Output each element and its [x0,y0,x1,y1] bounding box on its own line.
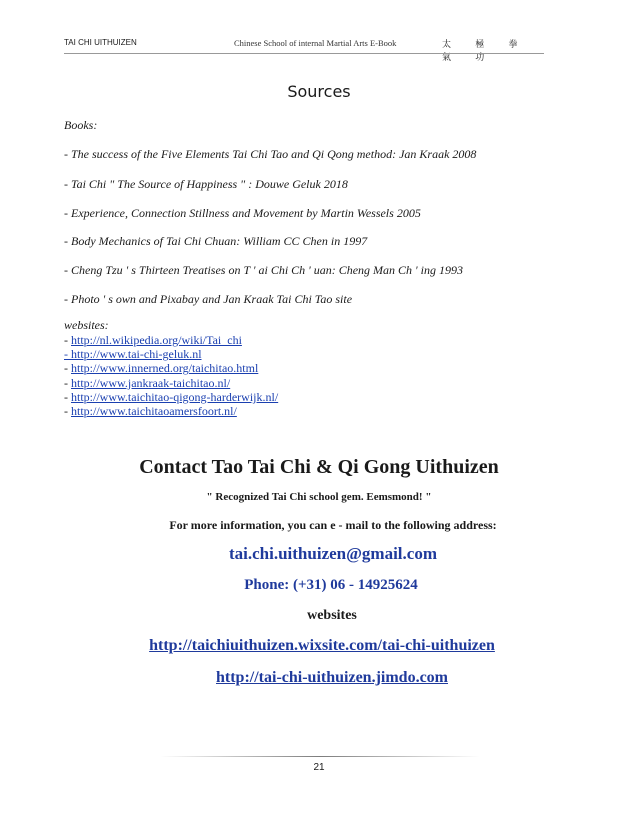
website-prefix: - [64,333,71,347]
website-row [64,361,278,375]
page-title: Sources [287,82,351,101]
website-prefix: - [64,375,71,390]
contact-email[interactable]: tai.chi.uithuizen@gmail.com [228,544,437,563]
websites-list [64,333,278,418]
website-row [64,333,278,347]
header-center-text: Chinese School of internal Martial Arts E-Book [234,38,397,48]
website-row [64,404,278,418]
header-chinese-text: 太 極 拳 氣 功 [442,39,529,62]
website-link[interactable]: http://www.taichitaoamersfoort.nl/ [71,404,237,419]
contact-quote: " Recognized Tai Chi school gem. Eemsmond! " [206,491,432,503]
contact-link-row [0,637,638,655]
book-item: - Body Mechanics of Tai Chi Chuan: William CC Chen in 1997 [64,234,368,248]
page-number: 21 [313,762,325,773]
website-link[interactable]: http://www.jankraak-taichitao.nl/ [71,375,231,390]
book-item: - Tai Chi " The Source of Happiness " : Douwe Geluk 2018 [64,177,348,191]
footer-divider [160,756,480,757]
contact-websites-heading: websites [307,608,357,623]
contact-website-link[interactable]: http://tai-chi-uithuizen.jimdo.com [216,669,448,686]
book-item: - Photo ' s own and Pixabay and Jan Kraak Tai Chi Tao site [64,292,353,306]
contact-phone: Phone: (+31) 06 - 14925624 [244,577,418,593]
website-row [64,376,278,390]
book-item: - Experience, Connection Stillness and Movement by Martin Wessels 2005 [64,206,421,220]
website-row [64,390,278,404]
books-label: Books: [64,118,98,132]
book-item: - Cheng Tzu ' s Thirteen Treatises on T ' ai Chi Ch ' uan: Cheng Man Ch ' ing 1993 [64,263,463,277]
website-prefix: - [64,404,71,419]
header-divider [64,53,544,54]
website-link[interactable]: http://www.innerned.org/taichitao.html [71,361,259,376]
header-left-text: TAI CHI UITHUIZEN [64,38,137,47]
website-prefix: - [64,361,71,376]
website-row [64,347,278,361]
contact-heading: Contact Tao Tai Chi & Qi Gong Uithuizen [139,456,499,478]
contact-more-info: For more information, you can e - mail to the following address: [169,518,497,532]
book-item: - The success of the Five Elements Tai Chi Tao and Qi Qong method: Jan Kraak 2008 [64,147,477,161]
page-header [64,38,544,62]
contact-website-link[interactable]: http://taichiuithuizen.wixsite.com/tai-chi-uithuizen [149,637,495,654]
website-link[interactable]: http://nl.wikipedia.org/wiki/Tai_chi [71,333,242,347]
website-link[interactable]: - http://www.tai-chi-geluk.nl [64,347,202,362]
websites-label: websites: [64,318,109,332]
website-prefix: - [64,389,71,404]
website-link[interactable]: http://www.taichitao-qigong-harderwijk.nl/ [71,389,279,404]
contact-link-row [0,669,638,687]
